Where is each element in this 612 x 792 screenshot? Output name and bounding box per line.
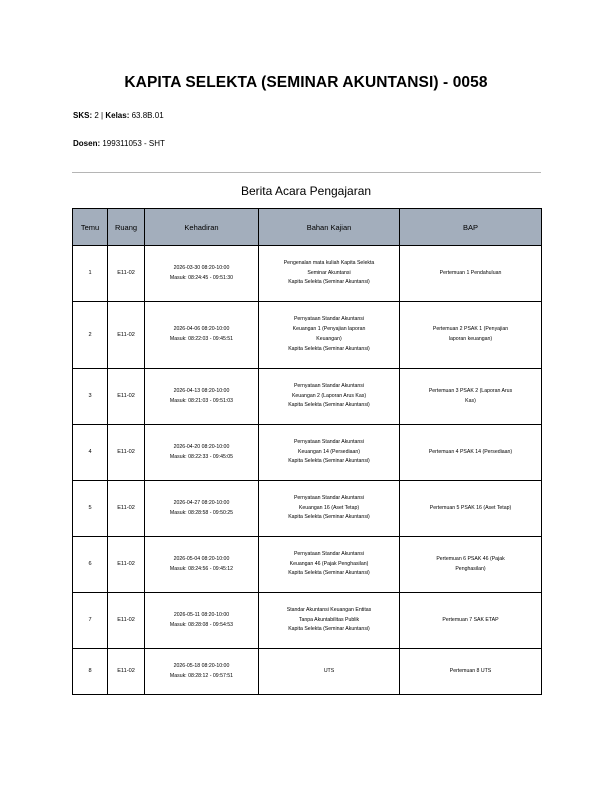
table-row [73, 425, 542, 481]
cell-bahan-kajian-line: Kapita Selekta (Seminar Akuntansi) [288, 458, 370, 465]
cell-bahan-kajian-line: Pernyataan Standar Akuntansi [293, 438, 365, 445]
cell-bahan-kajian-line: Kapita Selekta (Seminar Akuntansi) [288, 514, 370, 521]
cell-bahan-kajian-line: UTS [323, 667, 335, 674]
cell-bap-line: Pertemuan 5 PSAK 16 (Aset Tetap) [429, 504, 512, 511]
cell-bahan-kajian-line: Pernyataan Standar Akuntansi [293, 494, 365, 501]
cell-bap-line: Pertemuan 6 PSAK 46 (Pajak [436, 555, 505, 562]
meta-separator: | [101, 111, 104, 120]
table-row [73, 537, 542, 593]
cell-kehadiran-line: 2026-04-27 08:20-10:00 [173, 499, 230, 506]
cell-bahan-kajian-line: Keuangan 14 (Persediaan) [297, 448, 360, 455]
table-row [73, 302, 542, 369]
table-row [73, 369, 542, 425]
cell-temu: 2 [73, 302, 108, 369]
header-ruang: Ruang [108, 209, 145, 246]
cell-bap [400, 593, 542, 649]
cell-bahan-kajian-line: Keuangan 1 (Penyajian laporan [292, 326, 366, 333]
cell-bahan-kajian [259, 481, 400, 537]
cell-bahan-kajian-line: Keuangan) [316, 336, 342, 342]
cell-bahan-kajian [259, 593, 400, 649]
cell-kehadiran [145, 246, 259, 302]
cell-bahan-kajian-line: Standar Akuntansi Keuangan Entitas [286, 606, 372, 613]
cell-bap-line: Pertemuan 7 SAK ETAP [442, 616, 499, 623]
cell-bahan-kajian-line: Kapita Selekta (Seminar Akuntansi) [288, 402, 370, 409]
cell-kehadiran-line: Masuk: 08:28:12 - 09:57:51 [169, 672, 234, 679]
cell-kehadiran-line: Masuk: 08:24:56 - 09:45:12 [169, 565, 234, 572]
cell-kehadiran-line: Masuk: 08:21:03 - 09:51:03 [169, 397, 234, 404]
cell-bap-line: Pertemuan 8 UTS [449, 667, 492, 674]
cell-kehadiran-line: 2026-04-13 08:20-10:00 [173, 387, 230, 394]
cell-temu: 5 [73, 481, 108, 537]
cell-bahan-kajian [259, 649, 400, 695]
cell-kehadiran-line: Masuk: 08:28:08 - 09:54:53 [169, 621, 234, 628]
cell-ruang: E11-02 [108, 425, 145, 481]
cell-kehadiran [145, 425, 259, 481]
sks-value: 2 [94, 111, 99, 120]
header-kehadiran: Kehadiran [145, 209, 259, 246]
cell-bahan-kajian-line: Kapita Selekta (Seminar Akuntansi) [288, 279, 370, 286]
header-temu: Temu [73, 209, 108, 246]
cell-temu: 3 [73, 369, 108, 425]
cell-bahan-kajian-line: Pernyataan Standar Akuntansi [293, 316, 365, 323]
cell-bahan-kajian-line: Keuangan 46 (Pajak Penghasilan) [289, 560, 369, 567]
kelas-label: Kelas: [105, 111, 130, 120]
cell-kehadiran-line: Masuk: 08:22:33 - 09:45:05 [169, 453, 234, 460]
sks-label: SKS: [73, 111, 93, 120]
cell-kehadiran [145, 369, 259, 425]
cell-bahan-kajian [259, 425, 400, 481]
cell-kehadiran-line: Masuk: 08:22:03 - 09:45:51 [169, 336, 234, 342]
cell-bap [400, 246, 542, 302]
table-row [73, 593, 542, 649]
cell-bahan-kajian-line: Keuangan 2 (Laporan Arus Kas) [291, 392, 367, 399]
header-bap: BAP [400, 209, 542, 246]
cell-bap-line: Pertemuan 4 PSAK 14 (Persediaan) [428, 448, 513, 455]
course-sks-kelas [73, 111, 164, 120]
divider [72, 172, 541, 173]
cell-bap-line: Pertemuan 2 PSAK 1 (Penyajian [432, 326, 509, 333]
cell-ruang: E11-02 [108, 593, 145, 649]
cell-kehadiran [145, 649, 259, 695]
cell-bap-line: laporan keuangan) [448, 336, 493, 342]
cell-ruang: E11-02 [108, 302, 145, 369]
header-bahan-kajian: Bahan Kajian [259, 209, 400, 246]
cell-temu: 7 [73, 593, 108, 649]
cell-temu: 4 [73, 425, 108, 481]
page-title: KAPITA SELEKTA (SEMINAR AKUNTANSI) - 0058 [124, 74, 488, 91]
cell-temu: 6 [73, 537, 108, 593]
cell-kehadiran-line: 2026-05-18 08:20-10:00 [173, 662, 230, 669]
cell-kehadiran-line: 2026-05-04 08:20-10:00 [173, 555, 230, 562]
table-row [73, 481, 542, 537]
cell-kehadiran [145, 593, 259, 649]
cell-bahan-kajian-line: Tanpa Akuntabilitas Publik [298, 616, 360, 623]
bap-table [72, 208, 542, 695]
dosen-value: 199311053 - SHT [102, 139, 165, 148]
cell-bap [400, 369, 542, 425]
cell-bap-line: Pertemuan 1 Pendahuluan [439, 269, 502, 276]
cell-bahan-kajian [259, 369, 400, 425]
cell-bap [400, 302, 542, 369]
cell-kehadiran-line: 2026-04-06 08:20-10:00 [173, 326, 230, 333]
cell-kehadiran [145, 481, 259, 537]
cell-kehadiran-line: Masuk: 08:24:45 - 09:51:30 [169, 274, 234, 281]
cell-bahan-kajian [259, 537, 400, 593]
cell-temu: 8 [73, 649, 108, 695]
cell-bahan-kajian-line: Kapita Selekta (Seminar Akuntansi) [288, 345, 370, 352]
cell-bap-line: Pertemuan 3 PSAK 2 (Laporan Arus [428, 387, 513, 394]
cell-kehadiran-line: 2026-03-30 08:20-10:00 [173, 264, 230, 271]
cell-kehadiran [145, 302, 259, 369]
cell-bahan-kajian-line: Kapita Selekta (Seminar Akuntansi) [288, 626, 370, 633]
cell-bahan-kajian-line: Pengenalan mata kuliah Kapita Selekta [283, 259, 375, 266]
cell-bap [400, 425, 542, 481]
cell-bahan-kajian-line: Seminar Akuntansi [307, 269, 351, 276]
cell-bap-line: Kas) [465, 397, 476, 404]
dosen-label: Dosen: [73, 139, 101, 148]
cell-bap [400, 649, 542, 695]
table-row [73, 649, 542, 695]
cell-kehadiran [145, 537, 259, 593]
course-dosen [73, 139, 165, 148]
cell-kehadiran-line: 2026-05-11 08:20-10:00 [173, 611, 230, 618]
cell-bap [400, 481, 542, 537]
cell-bap [400, 537, 542, 593]
cell-temu: 1 [73, 246, 108, 302]
cell-bahan-kajian [259, 246, 400, 302]
cell-ruang: E11-02 [108, 537, 145, 593]
section-title: Berita Acara Pengajaran [240, 184, 372, 198]
cell-bahan-kajian-line: Kapita Selekta (Seminar Akuntansi) [288, 570, 370, 577]
cell-bahan-kajian-line: Pernyataan Standar Akuntansi [293, 550, 365, 557]
cell-bahan-kajian [259, 302, 400, 369]
cell-ruang: E11-02 [108, 246, 145, 302]
cell-bahan-kajian-line: Pernyataan Standar Akuntansi [293, 382, 365, 389]
cell-bahan-kajian-line: Keuangan 16 (Aset Tetap) [298, 504, 360, 511]
kelas-value: 63.8B.01 [131, 111, 164, 120]
table-row [73, 246, 542, 302]
table-header-row [73, 209, 542, 246]
cell-kehadiran-line: 2026-04-20 08:20-10:00 [173, 443, 230, 450]
cell-kehadiran-line: Masuk: 08:28:58 - 09:50:25 [169, 509, 234, 516]
cell-bap-line: Penghasilan) [455, 565, 486, 572]
cell-ruang: E11-02 [108, 649, 145, 695]
cell-ruang: E11-02 [108, 481, 145, 537]
cell-ruang: E11-02 [108, 369, 145, 425]
